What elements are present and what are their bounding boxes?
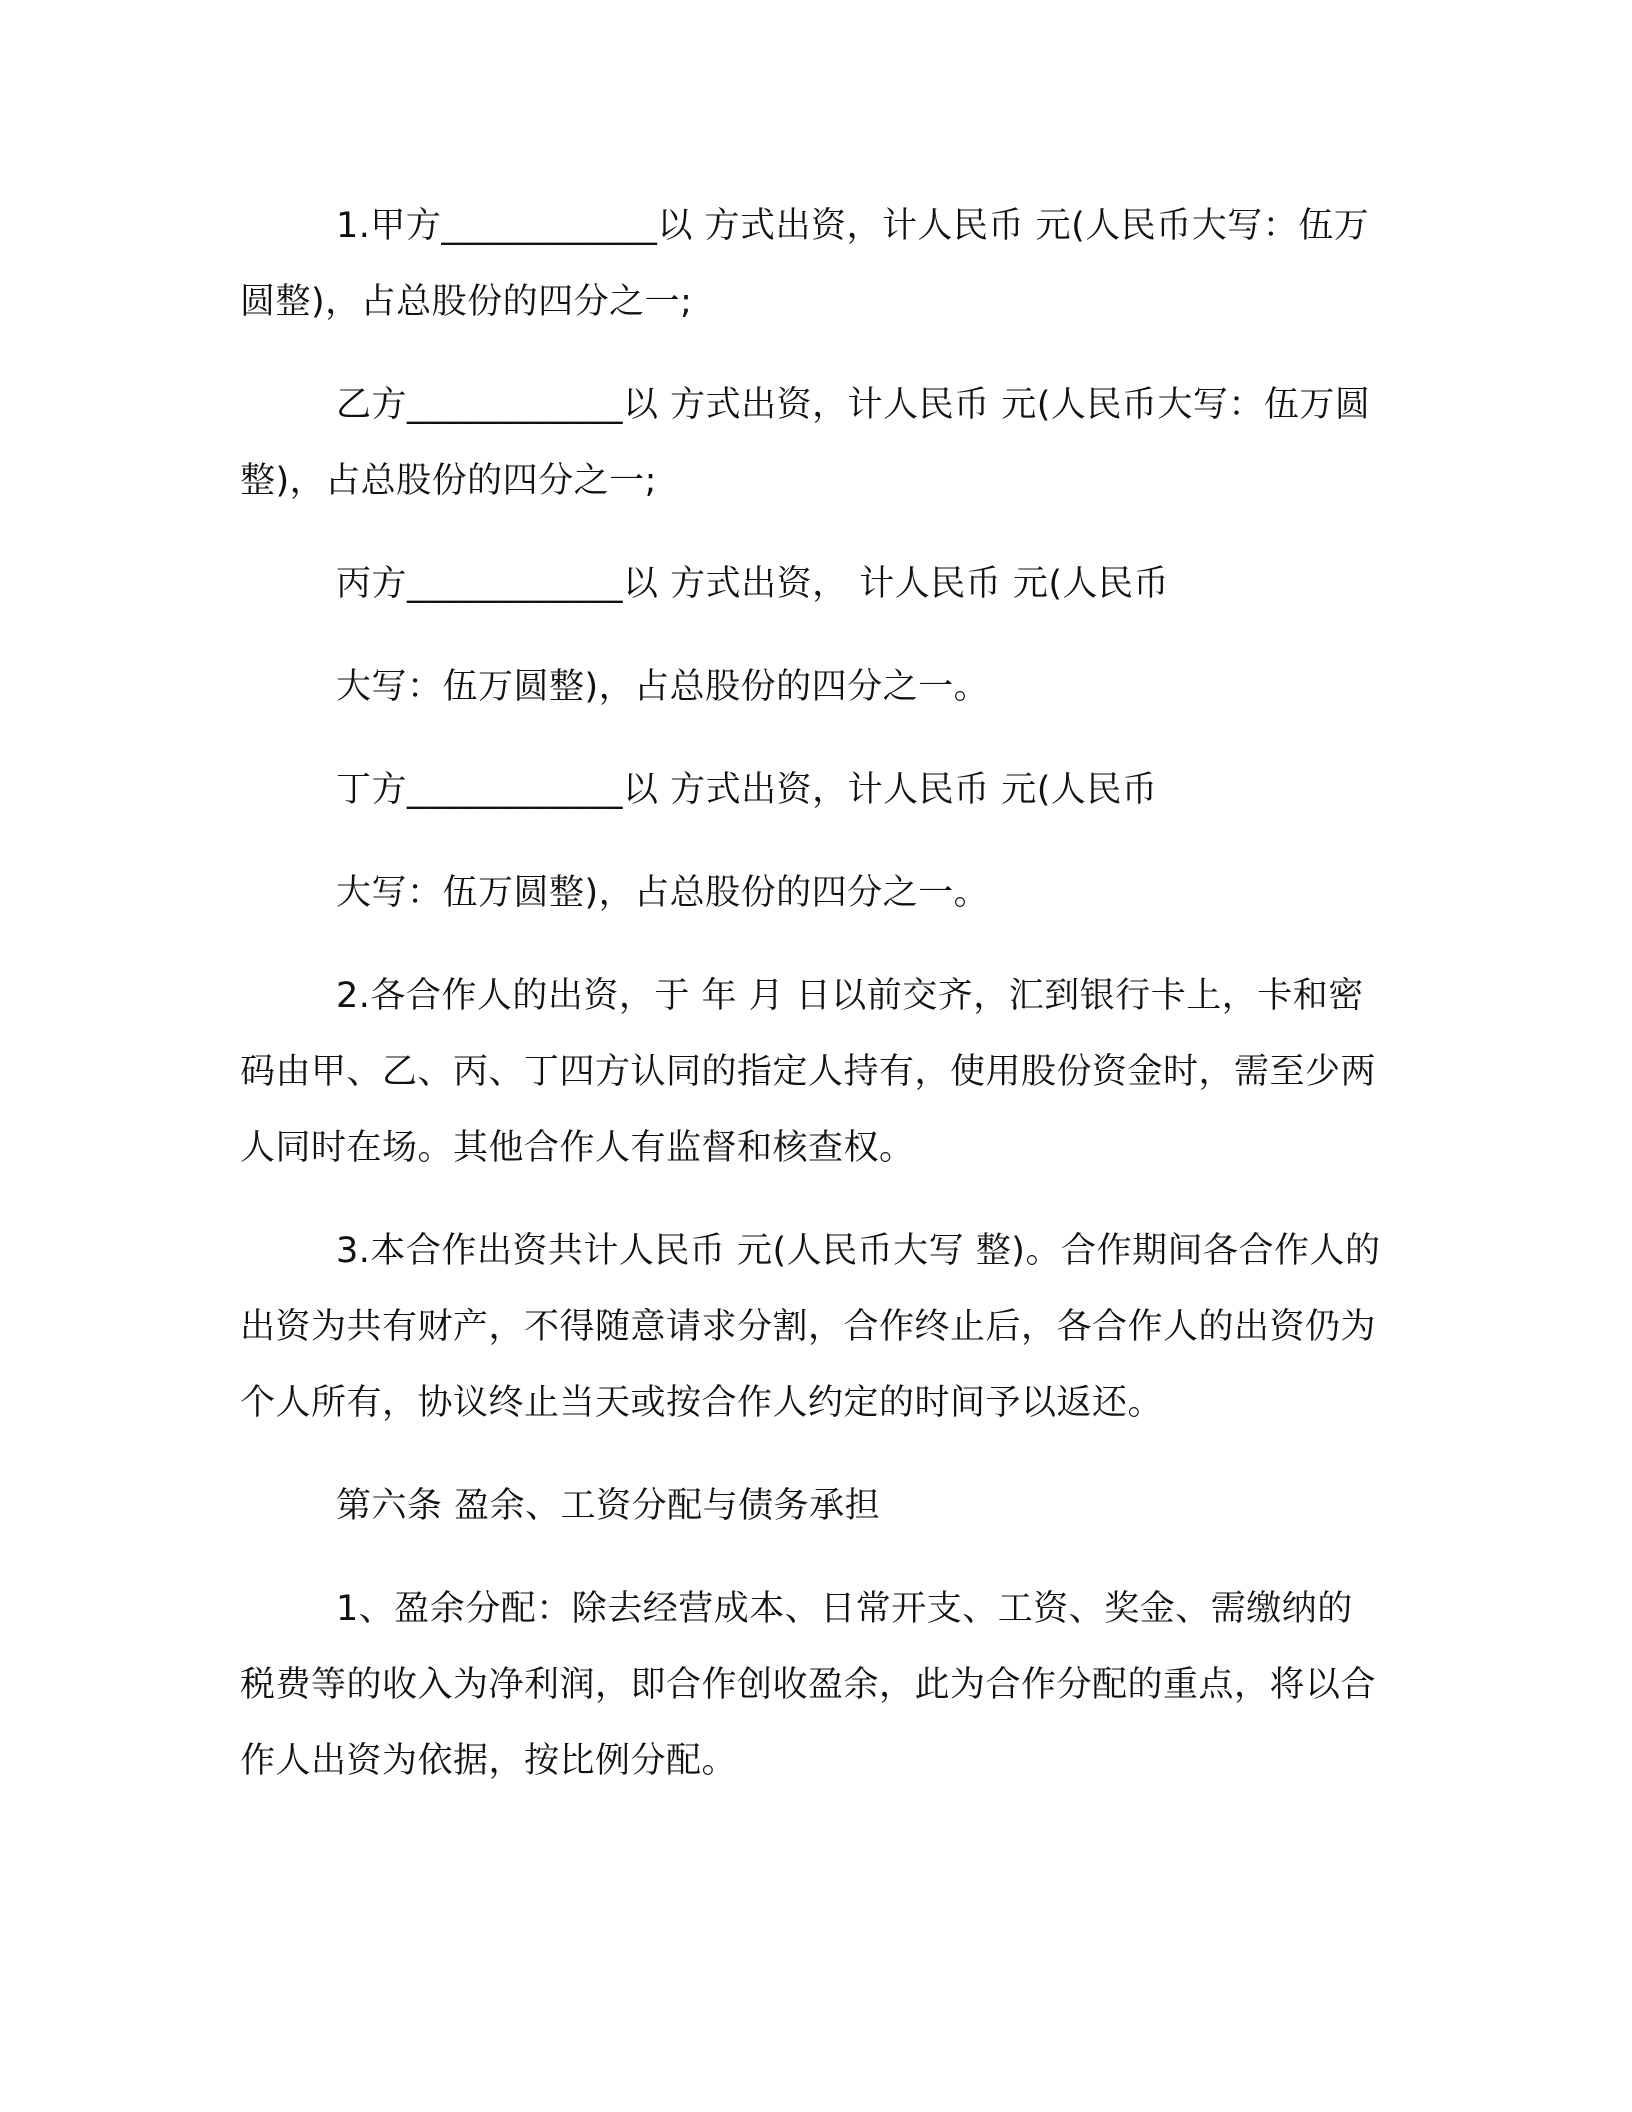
- paragraph-party-b-contribution: 乙方____________以 方式出资，计人民币 元(人民币大写：伍万圆整)，占总股份的四分之一;: [240, 385, 1371, 501]
- paragraph-party-c-contribution-line1: 丙方____________以 方式出资， 计人民币 元(人民币: [336, 564, 1170, 604]
- paragraph-party-a-contribution: 1.甲方____________以 方式出资，计人民币 元(人民币大写：伍万圆整)，占总股份的四分之一;: [240, 206, 1370, 322]
- paragraph-party-d-contribution-line1: 丁方____________以 方式出资，计人民币 元(人民币: [336, 770, 1158, 810]
- section-heading-article-six: 第六条 盈余、工资分配与债务承担: [336, 1486, 881, 1526]
- document-body: [240, 188, 1385, 1826]
- paragraph-party-c-contribution-line2: 大写：伍万圆整)，占总股份的四分之一。: [336, 667, 990, 707]
- paragraph-contribution-deadline: 2.各合作人的出资，于 年 月 日以前交齐，汇到银行卡上，卡和密码由甲、乙、丙、丁四方认同的指定人持有，使用股份资金时，需至少两人同时在场。其他合作人有监督和核查权。: [240, 976, 1377, 1168]
- paragraph-party-d-contribution-line2: 大写：伍万圆整)，占总股份的四分之一。: [336, 873, 990, 913]
- paragraph-profit-distribution: 1、盈余分配：除去经营成本、日常开支、工资、奖金、需缴纳的税费等的收入为净利润，即合作创收盈余，此为合作分配的重点，将以合作人出资为依据，按比例分配。: [240, 1589, 1377, 1781]
- paragraph-total-contribution: 3.本合作出资共计人民币 元(人民币大写 整)。合作期间各合作人的出资为共有财产，不得随意请求分割，合作终止后，各合作人的出资仍为个人所有，协议终止当天或按合作人约定的时间予以返还。: [240, 1231, 1381, 1423]
